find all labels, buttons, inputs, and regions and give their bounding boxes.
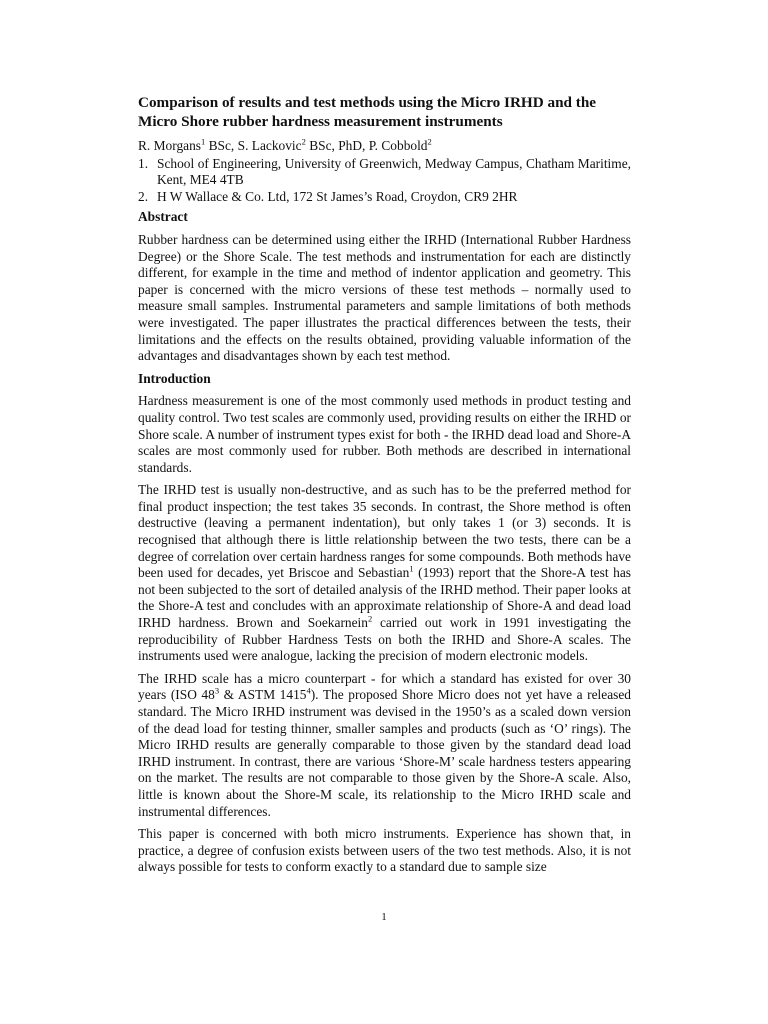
affiliation-item bbox=[138, 189, 631, 206]
affiliation-list bbox=[138, 156, 631, 206]
author-name: R. Morgans bbox=[138, 138, 201, 153]
paper-title: Comparison of results and test methods using the Micro IRHD and the Micro Shore rubber hardness measurement instruments bbox=[138, 94, 597, 130]
intro-paragraph-2 bbox=[138, 482, 631, 665]
abstract-heading: Abstract bbox=[138, 209, 188, 225]
introduction-heading: Introduction bbox=[138, 370, 211, 386]
intro-paragraph-1: Hardness measurement is one of the most commonly used methods in product testing and quality control. Two test scales are commonly used, providing results on either the IRHD or Shore scale. A number of instrument types exist for both - the IRHD dead load and Shore-A scales are most commonly used for rubber. Both methods are described in international standards. bbox=[138, 393, 631, 475]
paper-body bbox=[138, 93, 631, 882]
text-run: carried out work in 1991 investigating the reproducibility of Rubber Hardness Tests on both the IRHD and Shore-A scales. The instruments used were analogue, lacking the precision of modern electronic models. bbox=[138, 615, 631, 664]
citation-ref: 2 bbox=[367, 613, 373, 624]
author-degree: BSc, bbox=[205, 138, 238, 153]
text-run: The IRHD test is usually non-destructive, and as such has to be the preferred method for final product inspection; the test takes 35 seconds. In contrast, the Shore method is often destructive (leaving a permanent indentation), but only takes 1 (or 3) seconds. It is recognised that although there is little relationship between the two tests, there can be a degree of correlation over certain hardness ranges for some compounds. Both methods have been used for decades, yet Briscoe and Sebastian bbox=[138, 482, 631, 581]
citation-ref: 1 bbox=[409, 563, 414, 574]
author-name: S. Lackovic bbox=[237, 138, 302, 153]
text-run: (1993) report that the Shore-A test has not been subjected to the sort of detailed analysis of the IRHD method. Their paper looks at the Shore-A test and concludes with an approximate relationship of Shore-A and dead load IRHD hardness. Brown and Soekarnein bbox=[138, 565, 632, 631]
intro-paragraph-4: This paper is concerned with both micro instruments. Experience has shown that, in practice, a degree of confusion exists between users of the two test methods. Also, it is not always possible for tests to conform exactly to a standard due to sample size bbox=[138, 826, 631, 875]
citation-ref: 4 bbox=[306, 685, 311, 696]
affiliation-text: School of Engineering, University of Greenwich, Medway Campus, Chatham Maritime, Kent, ME4 4TB bbox=[157, 155, 631, 188]
text-run: & ASTM 1415 bbox=[219, 687, 307, 703]
text-run: ). The proposed Shore Micro does not yet have a released standard. The Micro IRHD instrument was devised in the 1950’s as a scaled down version of the dead load for testing thinner, smaller samples and products (such as ‘O’ rings). The Micro IRHD results are generally comparable to those given by the standard dead load IRHD instrument. In contrast, there are various ‘Shore-M’ scale hardness testers appearing on the market. The results are not comparable to those given by the Shore-A scale. Also, little is known about the Shore-M scale, its relationship to the Micro IRHD scale and instrumental differences. bbox=[138, 687, 631, 819]
author-degree: BSc, PhD, bbox=[305, 138, 369, 153]
text-run: The IRHD scale has a micro counterpart - for which a standard has existed for over 30 years (ISO 48 bbox=[138, 670, 631, 703]
author-line bbox=[138, 138, 631, 155]
author-affil-ref: 2 bbox=[427, 136, 432, 147]
author-affil-ref: 1 bbox=[201, 136, 206, 147]
author-name: P. Cobbold bbox=[368, 138, 428, 153]
author-affil-ref: 2 bbox=[301, 136, 306, 147]
intro-paragraph-3 bbox=[138, 671, 631, 820]
affiliation-number: 1. bbox=[138, 155, 149, 171]
page-number: 1 bbox=[381, 911, 387, 923]
affiliation-item bbox=[138, 156, 631, 189]
abstract-paragraph: Rubber hardness can be determined using either the IRHD (International Rubber Hardness Degree) or the Shore Scale. The test methods and instrumentation for each are distinctly different, for example in the time and method of indentor application and geometry. This paper is concerned with the micro versions of these test methods – normally used to measure small samples. Instrumental parameters and sample limitations of both methods were investigated. The paper illustrates the practical differences between the tests, their limitations and the effects on the results obtained, providing valuable information of the advantages and disadvantages shown by each test method. bbox=[138, 231, 631, 364]
citation-ref: 3 bbox=[214, 685, 220, 696]
affiliation-number: 2. bbox=[138, 188, 149, 204]
affiliation-text: H W Wallace & Co. Ltd, 172 St James’s Road, Croydon, CR9 2HR bbox=[157, 188, 518, 204]
